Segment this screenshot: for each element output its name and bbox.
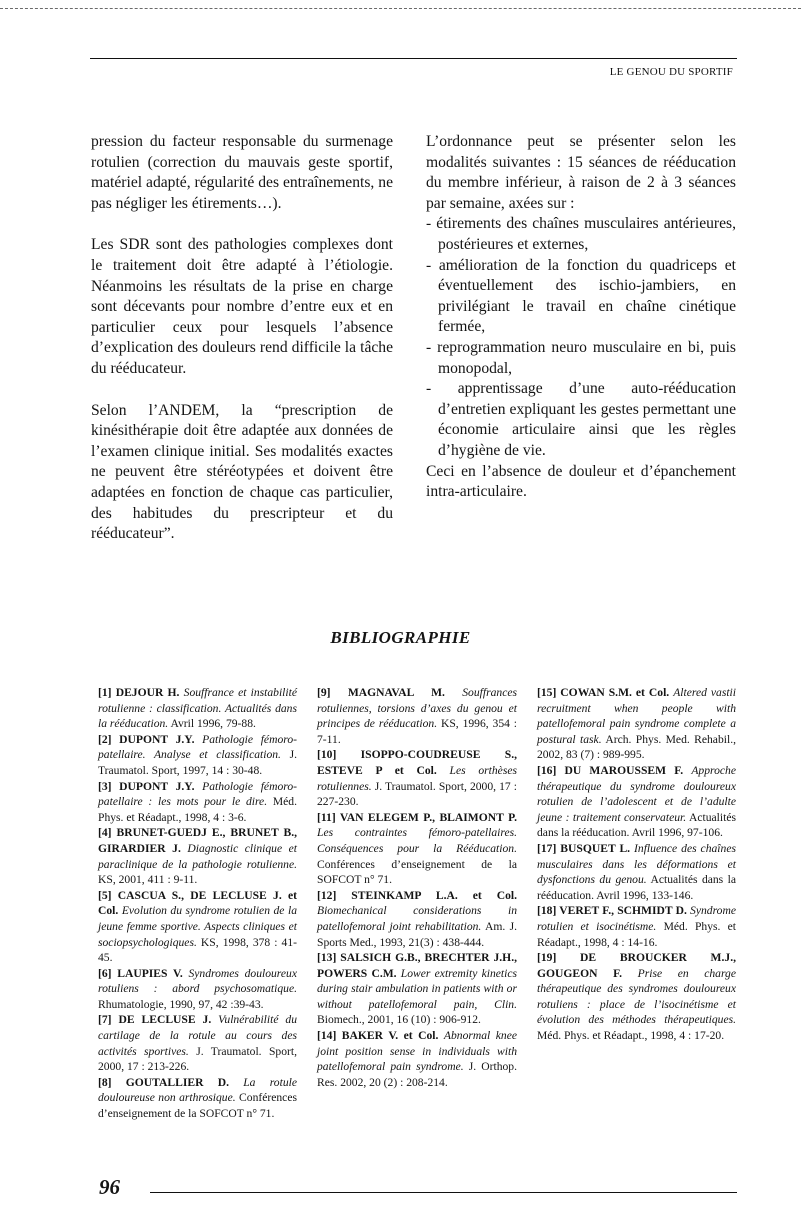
paragraph: Ceci en l’absence de douleur et d’épanchement intra-articulaire. <box>426 462 736 501</box>
reference-authors: [7] DE LECLUSE J. <box>98 1013 212 1027</box>
list-item: - apprentissage d’une auto-rééducation d’entretien expliquant les gestes permettant une économie articulaire ainsi que les règles d’hygiène de vie. <box>426 380 736 459</box>
reference-authors: [6] LAUPIES V. <box>98 966 183 980</box>
reference-source: Actualités dans la rééducation. Avril 1996, 97-106. <box>537 810 736 840</box>
footer-rule <box>150 1192 737 1193</box>
reference-title: Les contraintes fémoro-patellaires. Conséquences pour la Rééducation. <box>317 826 517 855</box>
bibliography-column-1 <box>98 685 297 1122</box>
reference-authors: [1] DEJOUR H. <box>98 686 180 699</box>
reference-authors: [19] DE BROUCKER M.J., GOUGEON F. <box>537 951 736 980</box>
reference-source: Biomech., 2001, 16 (10) : 906-912. <box>317 1013 481 1027</box>
reference-authors: [15] COWAN S.M. et Col. <box>537 686 670 699</box>
reference-title: Lower extremity kinetics during stair ambulation in patients with or without patellofemoral pain, Clin. <box>317 966 517 1011</box>
reference-authors: [14] BAKER V. et Col. <box>317 1029 439 1043</box>
scan-top-border <box>0 8 801 9</box>
reference <box>317 747 517 809</box>
bibliography-column-3 <box>537 685 736 1044</box>
reference-source: KS, 1998, 378 : 41-45. <box>98 935 297 965</box>
reference-source: KS, 2001, 411 : 9-11. <box>98 873 198 887</box>
reference-source: KS, 1996, 354 : 7-11. <box>317 717 517 746</box>
reference-source: J. Traumatol. Sport, 2000, 17 : 213-226. <box>98 1044 297 1074</box>
reference-title: La rotule douloureuse non arthrosique. <box>98 1075 297 1105</box>
list-item: - reprogrammation neuro musculaire en bi, puis monopodal, <box>426 338 736 377</box>
bibliography-title: BIBLIOGRAPHIE <box>330 628 471 647</box>
reference-title: Pathologie fémoro-patellaire. Analyse et classification. <box>98 732 297 762</box>
reference <box>98 732 297 779</box>
reference-authors: [13] SALSICH G.B., BRECHTER J.H., POWERS C.M. <box>317 951 517 980</box>
reference <box>98 779 297 826</box>
reference <box>98 1012 297 1074</box>
reference-source: J. Traumatol. Sport, 1997, 14 : 30-48. <box>98 748 297 777</box>
reference-source: J. Orthop. Res. 2002, 20 (2) : 208-214. <box>317 1060 517 1089</box>
reference-title: Evolution du syndrome rotulien de la jeune femme sportive. Aspects cliniques et sociopsychologiques. <box>98 904 297 949</box>
reference <box>98 888 297 966</box>
reference-title: Souffrance et instabilité rotulienne : classification. Actualités dans la rééducation. <box>98 686 297 731</box>
reference-authors: [10] ISOPPO-COUDREUSE S., ESTEVE P et Col. <box>317 748 517 777</box>
reference-source: Conférences d’enseignement de la SOFCOT n° 71. <box>98 1091 297 1121</box>
reference-authors: [12] STEINKAMP L.A. et Col. <box>317 888 517 902</box>
list-item: - étirements des chaînes musculaires antérieures, postérieures et externes, <box>426 215 736 253</box>
reference-title: Diagnostic clinique et paraclinique de la pathologie rotulienne. <box>98 841 297 871</box>
reference-authors: [3] DUPONT J.Y. <box>98 779 195 793</box>
reference <box>537 903 736 950</box>
reference-title: Abnormal knee joint position sense in individuals with patellofemoral pain syndrome. <box>317 1029 517 1074</box>
reference-authors: [11] VAN ELEGEM P., BLAIMONT P. <box>317 810 517 824</box>
reference-source: Méd. Phys. et Réadapt., 1998, 4 : 14-16. <box>537 919 736 949</box>
reference <box>537 685 736 763</box>
paragraph: L’ordonnance peut se présenter selon les modalités suivantes : 15 séances de rééducation du membre inférieur, à raison de 2 à 3 séances par semaine, axées sur : <box>426 133 736 212</box>
reference-title: Vulnérabilité du cartilage de la rotule au cours des activités sportives. <box>98 1013 298 1058</box>
body-column-right <box>426 132 736 503</box>
reference-authors: [16] DU MAROUSSEM F. <box>537 763 684 777</box>
page-number: 96 <box>99 1175 120 1199</box>
reference <box>98 685 297 732</box>
reference-authors: [17] BUSQUET L. <box>537 841 631 855</box>
reference-title: Syndrome rotulien et isocinétisme. <box>537 904 736 933</box>
reference-title: Pathologie fémoro-patellaire : les mots pour le dire. <box>98 779 297 809</box>
reference <box>98 825 297 887</box>
reference-source: J. Traumatol. Sport, 2000, 17 : 227-230. <box>317 779 517 809</box>
reference <box>537 841 736 903</box>
reference-authors: [8] GOUTALLIER D. <box>98 1075 229 1089</box>
prescription-list <box>426 214 736 461</box>
reference-title: Altered vastii recruitment when people with patellofemoral pain syndrome complete a postural task. <box>537 686 737 746</box>
reference <box>98 966 297 1013</box>
reference-title: Prise en charge thérapeutique des syndromes douloureux rotuliens : place de l’isocinétisme et évolution des méthodes thérapeutiques. <box>537 966 736 1027</box>
running-head: LE GENOU DU SPORTIF <box>609 66 733 78</box>
paragraph: pression du facteur responsable du surmenage rotulien (correction du mauvais geste sportif, matériel adapté, régularité des entraînements, ne pas négliger les étirements…). <box>91 133 393 212</box>
reference-authors: [2] DUPONT J.Y. <box>98 732 195 746</box>
reference <box>317 810 517 888</box>
reference-source: Rhumatologie, 1990, 97, 42 :39-43. <box>98 997 264 1011</box>
header-rule <box>90 58 737 59</box>
reference <box>317 888 517 950</box>
reference <box>537 950 736 1044</box>
reference-source: Am. J. Sports Med., 1993, 21(3) : 438-444. <box>317 919 517 949</box>
bibliography-column-2 <box>317 685 517 1090</box>
reference-source: Méd. Phys. et Réadapt., 1998, 4 : 3-6. <box>98 795 297 824</box>
reference <box>317 1028 517 1090</box>
reference-source: Arch. Phys. Med. Rehabil., 2002, 83 (7) : 989-995. <box>537 732 736 762</box>
reference <box>537 763 736 841</box>
reference-title: Biomechanical considerations in patellofemoral joint rehabilitation. <box>317 904 517 933</box>
body-column-left <box>91 132 393 545</box>
reference-source: Avril 1996, 79-88. <box>170 717 256 731</box>
reference-source: Actualités dans la rééducation. Avril 1996, 133-146. <box>537 873 737 902</box>
paragraph: Les SDR sont des pathologies complexes dont le traitement doit être adapté à l’étiologie. Néanmoins les résultats de la prise en charge sont décevants pour nombre d’entre eux et en particulier ceux pour lesquels l’absence d’explication des douleurs rend difficile la tâche du rééducateur. <box>91 236 393 377</box>
reference-authors: [4] BRUNET-GUEDJ E., BRUNET B., GIRARDIER J. <box>98 826 297 855</box>
reference-source: Méd. Phys. et Réadapt., 1998, 4 : 17-20. <box>537 1029 725 1043</box>
reference-source: Conférences d’enseignement de la SOFCOT n° 71. <box>317 857 517 887</box>
reference-title: Influence des chaînes musculaires dans les déformations et dysfonctions du genou. <box>537 841 736 887</box>
reference <box>317 685 517 747</box>
reference-title: Souffrances rotuliennes, torsions d’axes du genou et principes de rééducation. <box>317 686 517 731</box>
reference-authors: [18] VERET F., SCHMIDT D. <box>537 904 687 918</box>
reference-authors: [9] MAGNAVAL M. <box>317 686 445 699</box>
reference-title: Les orthèses rotuliennes. <box>317 763 517 793</box>
reference <box>317 950 517 1028</box>
reference-title: Syndromes douloureux rotuliens : abord psychosomatique. <box>98 966 297 996</box>
list-item: - amélioration de la fonction du quadriceps et éventuellement des ischio-jambiers, en privilégiant le travail en chaîne cinétique fermée, <box>426 256 736 336</box>
reference-title: Approche thérapeutique du syndrome douloureux rotulien de l’adolescent et de l’adulte jeune : traitement conservateur. <box>537 763 736 824</box>
paragraph: Selon l’ANDEM, la “prescription de kinésithérapie doit être adaptée aux données de l’examen clinique initial. Ses modalités exactes ne peuvent être stéréotypées et doivent être adaptées en fonction de chaque cas particulier, des habitudes du prescripteur et du rééducateur”. <box>91 401 393 543</box>
reference-authors: [5] CASCUA S., DE LECLUSE J. et Col. <box>98 888 297 918</box>
reference <box>98 1075 297 1122</box>
